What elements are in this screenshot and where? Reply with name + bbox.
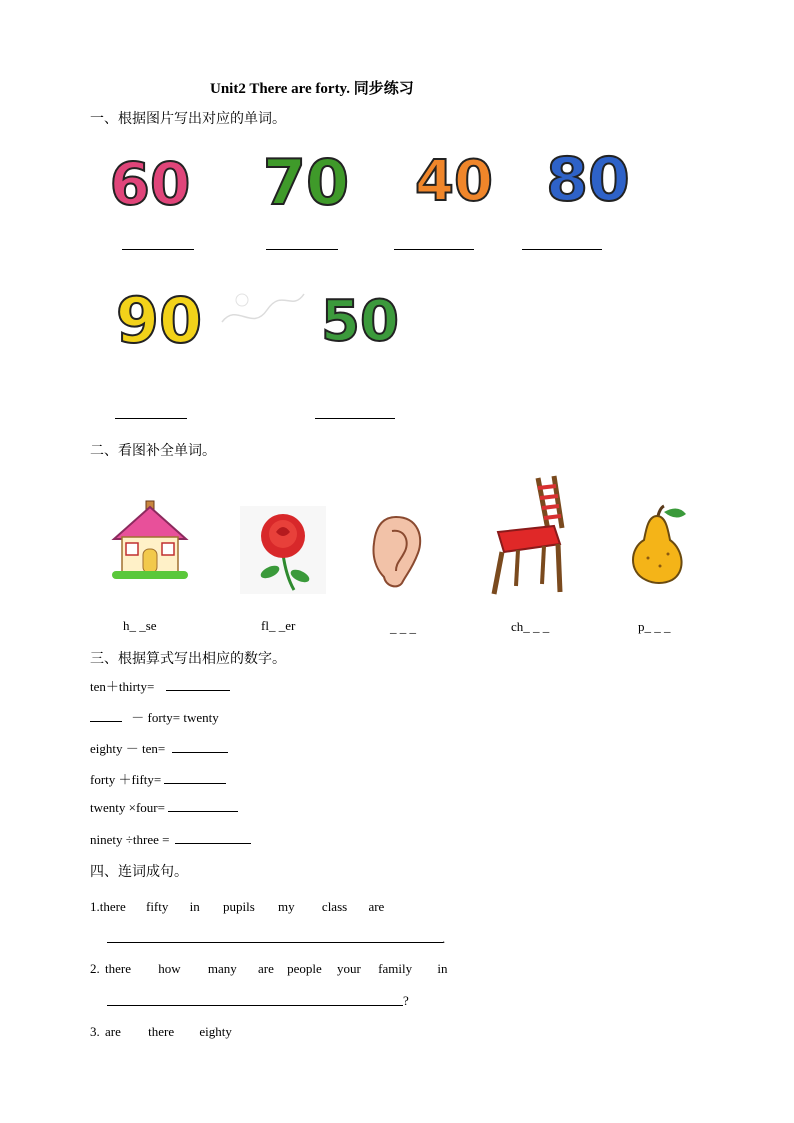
equation-text: － forty= twenty (131, 710, 219, 725)
answer-blank[interactable] (175, 843, 251, 844)
section4-heading: 四、连词成句。 (90, 864, 188, 880)
number-text: 90 (115, 284, 203, 357)
question-number: 2. (90, 961, 100, 976)
answer-blank[interactable] (315, 418, 395, 419)
number-image-40 (408, 144, 500, 216)
answer-blank[interactable] (266, 249, 338, 250)
page-title: Unit2 There are forty. 同步练习 (210, 81, 414, 97)
equation-line (90, 738, 228, 757)
question-number: 1. (90, 899, 100, 914)
word: there (99, 899, 126, 914)
question-number: 3. (90, 1024, 100, 1039)
answer-blank[interactable] (115, 418, 187, 419)
word: are (105, 1024, 121, 1039)
equation-line (90, 707, 219, 726)
word: family (378, 961, 413, 976)
equation-text: ten＋thirty= (90, 679, 155, 694)
answer-blank[interactable] (522, 249, 602, 250)
question-2-words (90, 961, 447, 977)
word: people (287, 961, 322, 976)
word: class (321, 899, 348, 914)
answer-blank[interactable] (394, 249, 474, 250)
word: are (258, 961, 274, 976)
answer-blank[interactable] (168, 811, 238, 812)
word-hint: fl_ _er (261, 618, 296, 633)
sentence-answer-line[interactable] (107, 942, 443, 943)
answer-blank[interactable] (166, 690, 230, 691)
number-text: 80 (546, 145, 630, 215)
number-image-70 (258, 142, 354, 222)
word-hint: _ _ _ (390, 620, 416, 635)
question-3-words (90, 1024, 232, 1040)
word: in (189, 899, 200, 914)
word: in (437, 961, 448, 976)
equation-line (90, 832, 251, 848)
section1-heading: 一、根据图片写出对应的单词。 (90, 111, 286, 127)
word-hint: h_ _se (123, 618, 157, 633)
word: eighty (199, 1024, 232, 1039)
number-text: 40 (415, 149, 493, 214)
section3-heading: 三、根据算式写出相应的数字。 (90, 651, 286, 667)
word: my (278, 899, 295, 914)
rose-icon (240, 506, 326, 594)
word-hint: ch_ _ _ (511, 619, 550, 634)
number-text: 50 (321, 289, 399, 354)
decoration-sketch (212, 272, 312, 352)
number-image-90 (108, 280, 210, 358)
word: there (105, 961, 131, 976)
equation-line (90, 676, 230, 695)
word: are (368, 899, 385, 914)
ear-icon (366, 513, 426, 589)
equation-text: twenty ×four= (90, 800, 165, 815)
word: fifty (145, 899, 169, 914)
word: there (148, 1024, 175, 1039)
word: your (337, 961, 361, 976)
number-image-80 (540, 140, 636, 216)
chair-icon (488, 474, 566, 598)
end-punctuation: ? (403, 993, 409, 1008)
section2-heading: 二、看图补全单词。 (90, 443, 216, 459)
equation-text: forty ＋fifty= (90, 772, 162, 787)
number-image-50 (312, 282, 408, 354)
word: many (207, 961, 237, 976)
word-hint: p_ _ _ (638, 619, 671, 634)
sentence-answer-line[interactable] (107, 1005, 403, 1006)
number-text: 60 (109, 150, 191, 218)
number-image-60 (105, 148, 195, 220)
answer-blank[interactable] (122, 249, 194, 250)
answer-blank[interactable] (90, 721, 122, 722)
equation-line (90, 800, 238, 816)
answer-blank[interactable] (164, 783, 226, 784)
equation-line (90, 769, 226, 788)
word: pupils (223, 899, 255, 914)
equation-text: eighty － ten= (90, 741, 166, 756)
word: how (158, 961, 181, 976)
equation-text: ninety ÷three = (90, 832, 170, 847)
question-1-words (90, 899, 384, 915)
number-text: 70 (262, 146, 350, 219)
answer-blank[interactable] (172, 752, 228, 753)
end-punctuation: . (442, 931, 446, 946)
house-icon (110, 497, 190, 583)
pear-icon (624, 502, 690, 586)
